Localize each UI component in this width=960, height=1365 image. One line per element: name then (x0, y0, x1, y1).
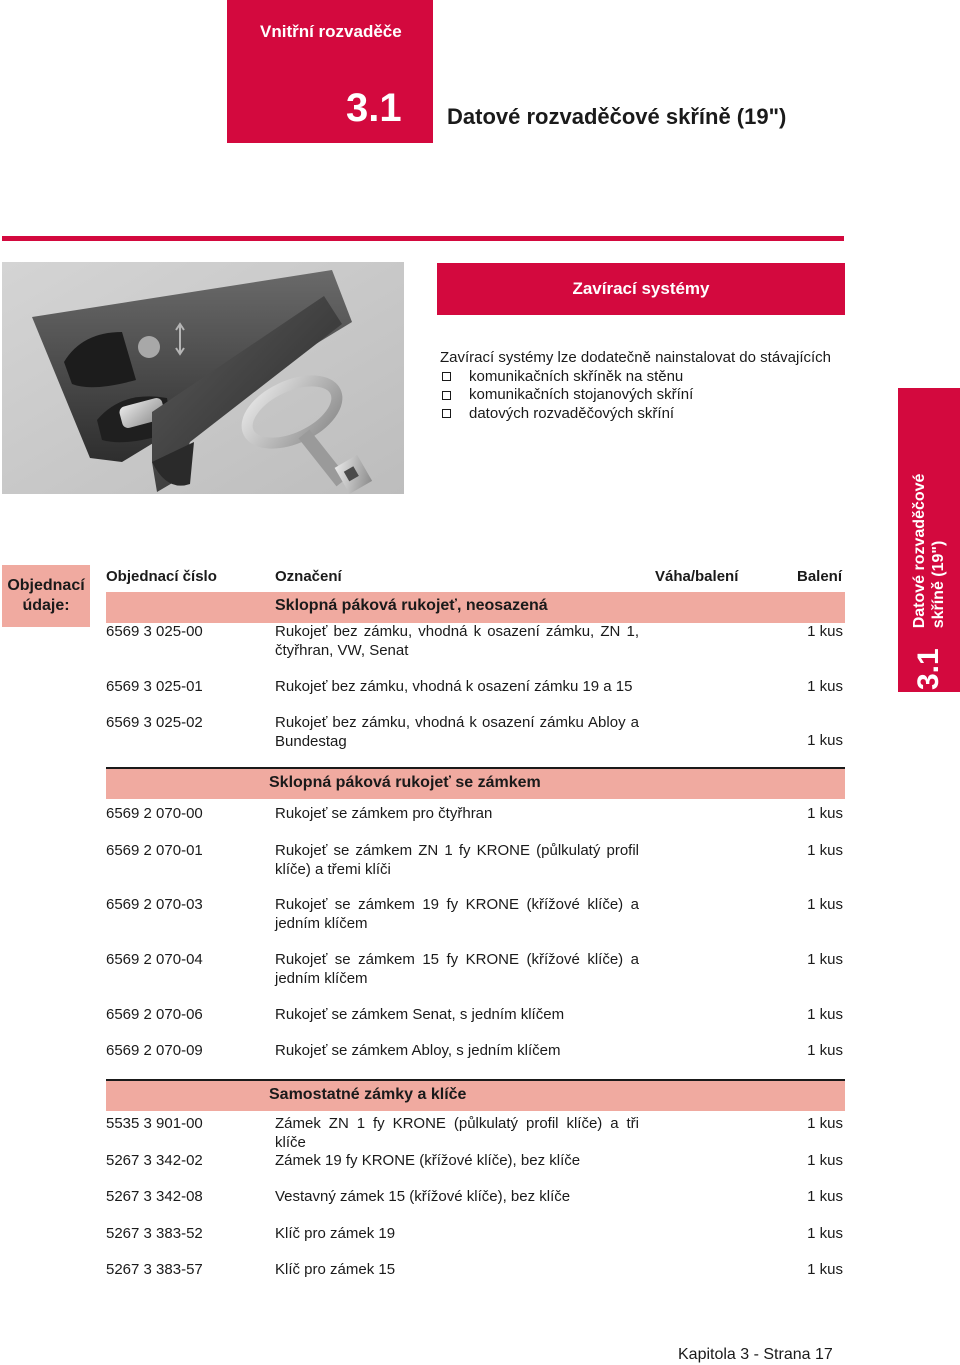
intro-lead: Zavírací systémy lze dodatečně nainstalovat do stávajících (440, 349, 832, 366)
pack-qty: 1 kus (807, 1115, 843, 1132)
order-info-line2: údaje: (22, 597, 70, 614)
item-description: Rukojeť se zámkem pro čtyřhran (275, 805, 493, 822)
column-header-pack: Balení (797, 568, 843, 585)
header-divider (2, 236, 844, 241)
chapter-side-tab (898, 388, 960, 692)
checkbox-bullet-icon (442, 391, 451, 400)
item-description: Klíč pro zámek 19 (275, 1225, 396, 1242)
group-heading (106, 592, 845, 623)
page-footer: Kapitola 3 - Strana 17 (678, 1346, 833, 1363)
item-description: Rukojeť bez zámku, vhodná k osazení zámku, ZN 1, čtyřhran, VW, Senat (275, 623, 639, 659)
order-code: 6569 3 025-00 (106, 623, 203, 640)
side-tab-number: 3.1 (912, 648, 945, 690)
checkbox-bullet-icon (442, 409, 451, 418)
section-label: Vnitřní rozvaděče (260, 22, 402, 41)
order-code: 6569 2 070-00 (106, 805, 203, 822)
group-heading-text: Sklopná páková rukojeť se zámkem (269, 774, 541, 791)
column-header-name: Označení (275, 568, 342, 585)
order-code: 6569 2 070-04 (106, 951, 203, 968)
item-description: Klíč pro zámek 15 (275, 1261, 396, 1278)
group-heading-text: Sklopná páková rukojeť, neosazená (275, 597, 548, 614)
lever-handle-illustration (2, 262, 404, 494)
intro-heading: Zavírací systémy (437, 263, 845, 315)
item-description: Rukojeť se zámkem ZN 1 fy KRONE (půlkulatý profil klíče) a třemi klíči (275, 842, 639, 878)
order-code: 5267 3 342-08 (106, 1188, 203, 1205)
side-tab-line1: Datové rozvaděčové (911, 473, 928, 629)
column-header-code: Objednací číslo (106, 568, 217, 585)
item-description: Rukojeť se zámkem 19 fy KRONE (křížové klíče) a jedním klíčem (275, 896, 639, 932)
item-description: Rukojeť se zámkem Senat, s jedním klíčem (275, 1006, 565, 1023)
side-tab-line2: skříně (19") (930, 540, 947, 629)
group-heading (106, 1079, 845, 1111)
intro-bullet (440, 386, 831, 405)
order-code: 5267 3 342-02 (106, 1152, 203, 1169)
order-info-label (2, 565, 90, 627)
pack-qty: 1 kus (807, 1152, 843, 1169)
order-code: 6569 3 025-02 (106, 714, 203, 731)
order-code: 6569 2 070-06 (106, 1006, 203, 1023)
intro-bullet (440, 368, 831, 387)
order-code: 5267 3 383-52 (106, 1225, 203, 1242)
pack-qty: 1 kus (807, 951, 843, 968)
intro-bullet (440, 405, 831, 424)
order-info-line1: Objednací (7, 577, 85, 594)
pack-qty: 1 kus (807, 1006, 843, 1023)
order-code: 5535 3 901-00 (106, 1115, 203, 1132)
item-description: Rukojeť se zámkem 15 fy KRONE (křížové klíče) a jedním klíčem (275, 951, 639, 987)
pack-qty: 1 kus (807, 896, 843, 913)
pack-qty: 1 kus (807, 1225, 843, 1242)
group-heading-text: Samostatné zámky a klíče (269, 1086, 467, 1103)
pack-qty: 1 kus (807, 623, 843, 640)
group-heading (106, 767, 845, 799)
item-description: Zámek 19 fy KRONE (křížové klíče), bez klíče (275, 1152, 581, 1169)
item-description: Zámek ZN 1 fy KRONE (půlkulatý profil klíče) a tři klíče (275, 1115, 639, 1151)
intro-bullet-text: komunikačních stojanových skříní (469, 386, 694, 403)
pack-qty: 1 kus (807, 842, 843, 859)
intro-bullet-text: datových rozvaděčových skříní (469, 404, 675, 422)
chapter-number: 3.1 (346, 86, 402, 130)
intro-bullet-text: komunikačních skříněk na stěnu (469, 367, 684, 385)
pack-qty: 1 kus (807, 1261, 843, 1278)
order-code: 6569 2 070-01 (106, 842, 203, 859)
checkbox-bullet-icon (442, 372, 451, 381)
item-description: Rukojeť se zámkem Abloy, s jedním klíčem (275, 1042, 561, 1059)
item-description: Rukojeť bez zámku, vhodná k osazení zámku Abloy a Bundestag (275, 714, 639, 750)
column-header-weight: Váha/balení (655, 568, 739, 585)
item-description: Vestavný zámek 15 (křížové klíče), bez klíče (275, 1188, 571, 1205)
intro-text (440, 349, 831, 423)
pack-qty: 1 kus (807, 805, 843, 822)
pack-qty: 1 kus (807, 1042, 843, 1059)
pack-qty: 1 kus (807, 678, 843, 695)
order-code: 6569 2 070-09 (106, 1042, 203, 1059)
pack-qty: 1 kus (807, 1188, 843, 1205)
product-photo (2, 262, 404, 494)
pack-qty: 1 kus (807, 732, 843, 749)
order-code: 6569 2 070-03 (106, 896, 203, 913)
order-code: 5267 3 383-57 (106, 1261, 203, 1278)
page-title: Datové rozvaděčové skříně (19") (447, 104, 787, 129)
order-code: 6569 3 025-01 (106, 678, 203, 695)
item-description: Rukojeť bez zámku, vhodná k osazení zámku 19 a 15 (275, 678, 633, 695)
